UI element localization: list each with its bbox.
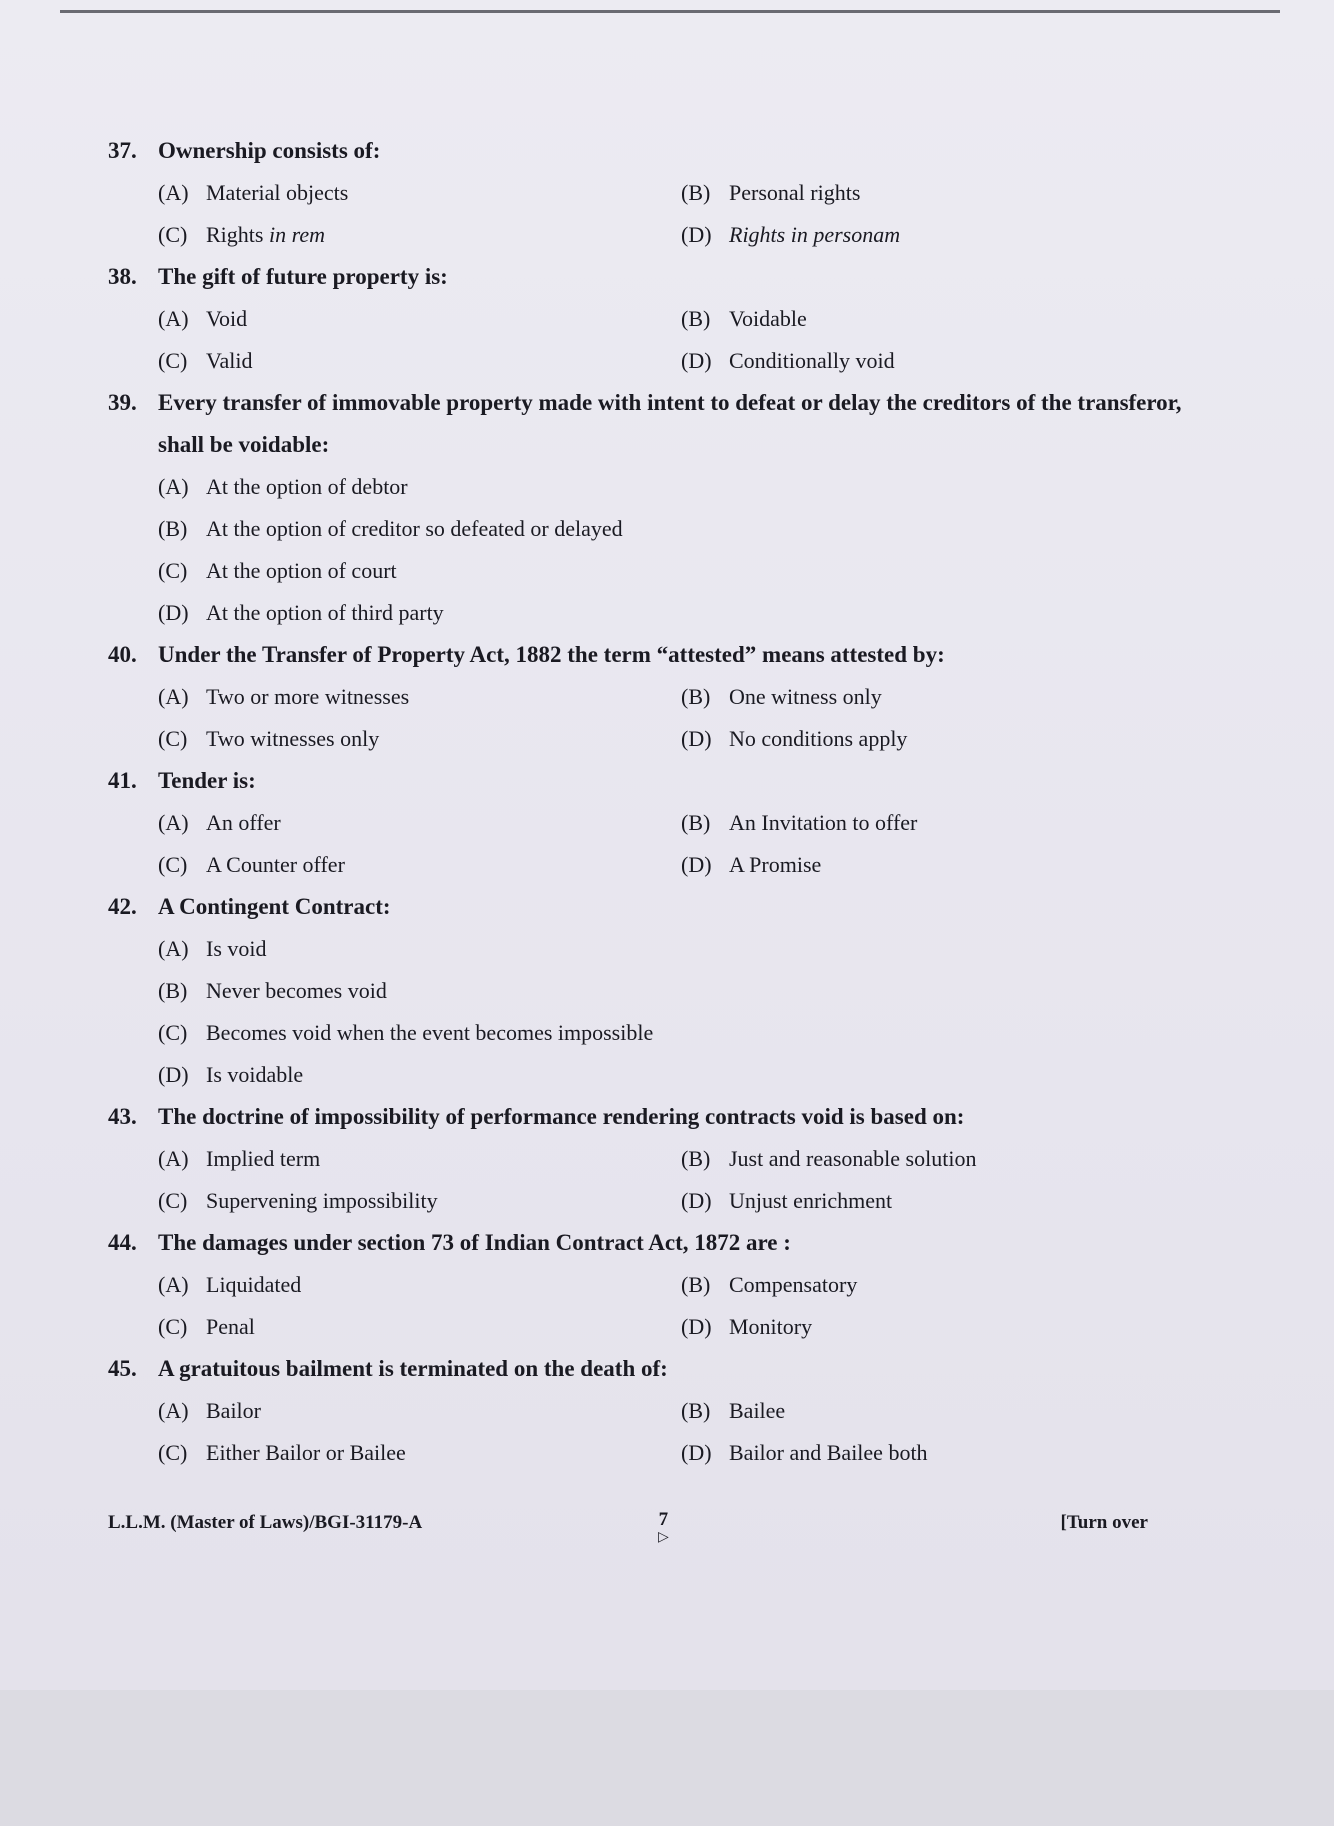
option-row <box>108 1432 1218 1474</box>
answer-option <box>681 676 882 718</box>
option-text: A Counter offer <box>206 852 345 877</box>
answer-option <box>158 844 345 886</box>
option-text: Monitory <box>729 1314 813 1339</box>
option-label: (B) <box>681 1146 711 1171</box>
question-stem: Every transfer of immovable property made with intent to defeat or delay the creditors of the transferor, shall be voidable: <box>158 390 1182 457</box>
option-text: Rights <box>206 222 269 247</box>
question-text <box>108 886 1218 928</box>
answer-option <box>158 1432 406 1474</box>
question-number: 39. <box>108 390 137 415</box>
option-text: Material objects <box>206 180 349 205</box>
option-text: No conditions apply <box>729 726 908 751</box>
option-label: (A) <box>158 474 189 499</box>
option-label: (D) <box>681 852 712 877</box>
option-label: (C) <box>158 1440 188 1465</box>
option-text: Is void <box>206 936 267 961</box>
option-text-italic: Rights in personam <box>729 222 901 247</box>
question-stem: The doctrine of impossibility of performance rendering contracts void is based on: <box>158 1104 965 1129</box>
option-text: Becomes void when the event becomes impossible <box>206 1020 654 1045</box>
answer-option <box>158 1264 301 1306</box>
option-row <box>108 1264 1218 1306</box>
option-row <box>108 718 1218 760</box>
question-text <box>108 256 1218 298</box>
option-label: (B) <box>681 1398 711 1423</box>
question-block <box>108 1348 1218 1474</box>
question-stem: A gratuitous bailment is terminated on the death of: <box>158 1356 668 1381</box>
turn-over-note: [Turn over <box>1060 1512 1148 1533</box>
answer-option <box>681 172 860 214</box>
question-number: 42. <box>108 894 137 919</box>
option-label: (A) <box>158 1146 189 1171</box>
question-stem: The gift of future property is: <box>158 264 448 289</box>
option-label: (A) <box>158 684 189 709</box>
option-text: Liquidated <box>206 1272 302 1297</box>
question-text <box>108 1096 1218 1138</box>
option-text: Unjust enrichment <box>729 1188 893 1213</box>
option-text: A Promise <box>729 852 822 877</box>
option-text: Penal <box>206 1314 255 1339</box>
question-block <box>108 760 1218 886</box>
option-text: Valid <box>206 348 253 373</box>
option-label: (B) <box>681 1272 711 1297</box>
option-text: At the option of court <box>206 558 397 583</box>
question-block <box>108 382 1218 634</box>
answer-option <box>158 1390 261 1432</box>
option-text: Supervening impossibility <box>206 1188 438 1213</box>
answer-option <box>108 1012 1218 1054</box>
option-text: Bailor and Bailee both <box>729 1440 928 1465</box>
question-block <box>108 1096 1218 1222</box>
option-label: (B) <box>681 306 711 331</box>
option-text: Compensatory <box>729 1272 858 1297</box>
option-row <box>108 676 1218 718</box>
answer-option <box>108 592 1218 634</box>
question-stem: Ownership consists of: <box>158 138 381 163</box>
question-number: 45. <box>108 1356 137 1381</box>
question-text <box>108 1222 1218 1264</box>
question-number: 41. <box>108 768 137 793</box>
option-label: (C) <box>158 1020 188 1045</box>
answer-option <box>158 340 252 382</box>
question-number: 38. <box>108 264 137 289</box>
option-label: (B) <box>681 180 711 205</box>
option-text: Implied term <box>206 1146 321 1171</box>
answer-option <box>681 1306 812 1348</box>
answer-option <box>681 1432 928 1474</box>
option-label: (C) <box>158 726 188 751</box>
option-label: (A) <box>158 306 189 331</box>
option-label: (A) <box>158 180 189 205</box>
question-number: 43. <box>108 1104 137 1129</box>
option-text-italic: in rem <box>268 222 325 247</box>
answer-option <box>681 1138 976 1180</box>
option-text: At the option of creditor so defeated or delayed <box>206 516 623 541</box>
option-row <box>108 172 1218 214</box>
page-number <box>658 1509 669 1546</box>
option-column <box>108 928 1218 1096</box>
question-block <box>108 634 1218 760</box>
answer-option <box>108 550 1218 592</box>
answer-option <box>158 1180 438 1222</box>
option-label: (C) <box>158 852 188 877</box>
option-label: (A) <box>158 1398 189 1423</box>
question-block <box>108 886 1218 1096</box>
option-label: (C) <box>158 558 188 583</box>
question-text <box>108 1348 1218 1390</box>
option-label: (B) <box>681 684 711 709</box>
option-text: Just and reasonable solution <box>729 1146 977 1171</box>
option-label: (B) <box>158 516 188 541</box>
option-row <box>108 214 1218 256</box>
question-block <box>108 256 1218 382</box>
option-label: (C) <box>158 348 188 373</box>
option-text: An offer <box>206 810 281 835</box>
answer-option <box>681 802 917 844</box>
option-text: Voidable <box>729 306 807 331</box>
question-list <box>108 130 1218 1474</box>
answer-option <box>681 1390 785 1432</box>
option-label: (C) <box>158 1314 188 1339</box>
option-text: Never becomes void <box>206 978 387 1003</box>
option-row <box>108 1390 1218 1432</box>
option-row <box>108 298 1218 340</box>
question-text <box>108 382 1218 466</box>
option-text: At the option of debtor <box>206 474 408 499</box>
page-footer <box>108 1509 1148 1552</box>
option-label: (A) <box>158 810 189 835</box>
option-label: (C) <box>158 222 188 247</box>
answer-option <box>681 844 821 886</box>
answer-option <box>158 1306 255 1348</box>
option-row <box>108 340 1218 382</box>
option-row <box>108 844 1218 886</box>
option-label: (D) <box>681 1440 712 1465</box>
question-number: 40. <box>108 642 137 667</box>
option-row <box>108 1306 1218 1348</box>
option-text: Two witnesses only <box>206 726 380 751</box>
question-stem: Tender is: <box>158 768 256 793</box>
answer-option <box>681 1180 892 1222</box>
bottom-margin <box>0 1690 1334 1826</box>
answer-option <box>108 970 1218 1012</box>
page-arrow-icon: ▷ <box>658 1530 669 1545</box>
option-text: Void <box>206 306 248 331</box>
answer-option <box>681 718 907 760</box>
answer-option <box>108 1054 1218 1096</box>
option-text: One witness only <box>729 684 882 709</box>
question-stem: A Contingent Contract: <box>158 894 391 919</box>
option-text: Conditionally void <box>729 348 895 373</box>
option-text: Either Bailor or Bailee <box>206 1440 406 1465</box>
answer-option <box>158 676 409 718</box>
answer-option <box>108 928 1218 970</box>
option-row <box>108 1138 1218 1180</box>
page-number-value: 7 <box>658 1509 669 1530</box>
question-stem: The damages under section 73 of Indian Contract Act, 1872 are : <box>158 1230 791 1255</box>
option-label: (D) <box>681 348 712 373</box>
option-text: Is voidable <box>206 1062 304 1087</box>
option-label: (A) <box>158 936 189 961</box>
answer-option <box>158 172 348 214</box>
question-stem: Under the Transfer of Property Act, 1882 the term “attested” means attested by: <box>158 642 945 667</box>
option-label: (B) <box>158 978 188 1003</box>
paper-code: L.L.M. (Master of Laws)/BGI-31179-A <box>108 1512 423 1533</box>
option-label: (D) <box>681 1188 712 1213</box>
top-rule <box>60 10 1280 13</box>
answer-option <box>158 718 379 760</box>
answer-option <box>681 1264 857 1306</box>
option-text: An Invitation to offer <box>729 810 918 835</box>
option-text: At the option of third party <box>206 600 444 625</box>
question-block <box>108 1222 1218 1348</box>
question-text <box>108 130 1218 172</box>
option-label: (D) <box>681 1314 712 1339</box>
answer-option <box>158 298 247 340</box>
option-text: Bailor <box>206 1398 261 1423</box>
answer-option <box>108 508 1218 550</box>
question-number: 37. <box>108 138 137 163</box>
option-row <box>108 802 1218 844</box>
answer-option <box>681 340 895 382</box>
answer-option <box>108 466 1218 508</box>
option-text: Two or more witnesses <box>206 684 410 709</box>
option-row <box>108 1180 1218 1222</box>
answer-option <box>158 1138 320 1180</box>
answer-option <box>681 298 807 340</box>
option-label: (C) <box>158 1188 188 1213</box>
question-text <box>108 634 1218 676</box>
option-label: (D) <box>158 600 189 625</box>
question-block <box>108 130 1218 256</box>
option-label: (A) <box>158 1272 189 1297</box>
option-label: (D) <box>681 726 712 751</box>
answer-option <box>681 214 900 256</box>
option-text: Bailee <box>729 1398 786 1423</box>
option-label: (D) <box>158 1062 189 1087</box>
option-text: Personal rights <box>729 180 861 205</box>
option-column <box>108 466 1218 634</box>
question-text <box>108 760 1218 802</box>
answer-option <box>158 802 281 844</box>
option-label: (D) <box>681 222 712 247</box>
option-label: (B) <box>681 810 711 835</box>
question-number: 44. <box>108 1230 137 1255</box>
answer-option <box>158 214 325 256</box>
